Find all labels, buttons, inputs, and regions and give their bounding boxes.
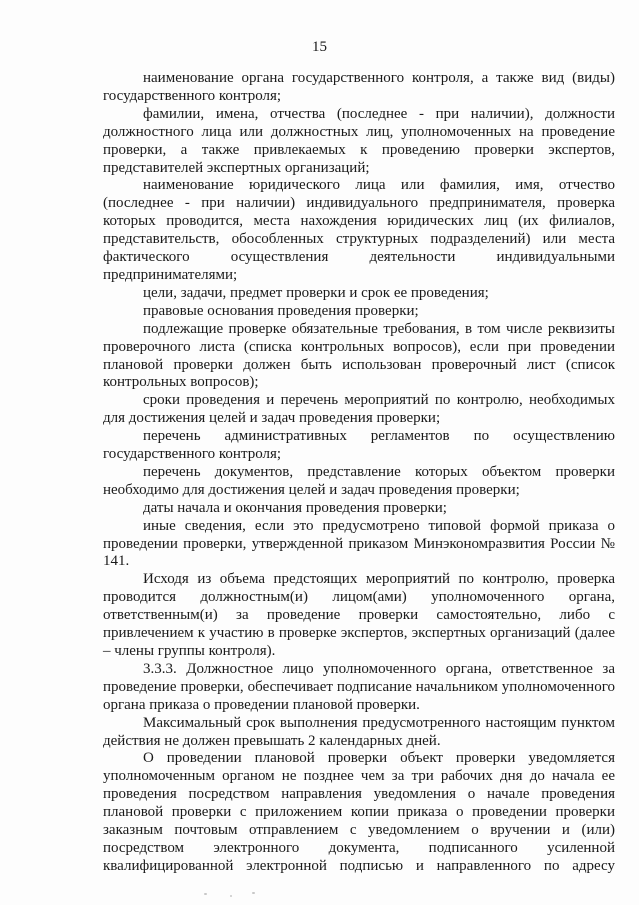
paragraph: перечень документов, представление которых объектом проверки необходимо для достижения целей и задач проведения проверки; <box>103 463 615 498</box>
scan-speck <box>204 893 207 895</box>
paragraph: сроки проведения и перечень мероприятий по контролю, необходимых для достижения целей и задач проведения проверки; <box>103 392 615 427</box>
paragraph: подлежащие проверке обязательные требования, в том числе реквизиты проверочного листа (списка контрольных вопросов), если при проведении плановой проверки должен быть использован проверочный лист (список контрольных вопросов); <box>103 320 615 391</box>
scan-speck <box>252 892 255 894</box>
paragraph: наименование юридического лица или фамилия, имя, отчество (последнее - при наличии) индивидуального предпринимателя, проверка которых проводится, места нахождения юридических лиц (их филиалов, представительств, обособленных структурных подразделений) или места фактического осуществления деятельности индивидуальными предпринимателями; <box>103 177 615 283</box>
paragraph: наименование органа государственного контроля, а также вид (виды) государственного контроля; <box>103 70 615 104</box>
paragraph: цели, задачи, предмет проверки и срок ее проведения; <box>143 284 489 301</box>
paragraph: Исходя из объема предстоящих мероприятий по контролю, проверка проводится должностным(и) лицом(ами) уполномоченного органа, ответственным(и) за проведение проверки самостоятельно, либо с привлечением к участию в проверке экспертов, экспертных организаций (далее – члены группы контроля). <box>103 571 615 659</box>
scan-speck <box>230 895 232 897</box>
paragraph: иные сведения, если это предусмотрено типовой формой приказа о проведении проверки, утвержденной приказом Минэкономразвития России № 141. <box>103 517 615 570</box>
document-body <box>103 70 615 876</box>
paragraph: Максимальный срок выполнения предусмотренного настоящим пунктом действия не должен превышать 2 календарных дней. <box>103 714 615 749</box>
paragraph: даты начала и окончания проведения проверки; <box>143 499 447 516</box>
paragraph: 3.3.3. Должностное лицо уполномоченного органа, ответственное за проведение проверки, обеспечивает подписание начальником уполномоченного органа приказа о проведении плановой проверки. <box>103 660 615 713</box>
page-number: 15 <box>312 39 327 55</box>
paragraph: правовые основания проведения проверки; <box>143 302 419 319</box>
paragraph: перечень административных регламентов по осуществлению государственного контроля; <box>103 428 615 463</box>
paragraph: О проведении плановой проверки объект проверки уведомляется уполномоченным органом не позднее чем за три рабочих дня до начала ее проведения посредством направления уведомления о начале проведения плановой проверки с приложением копии приказа о проведении проверки заказным почтовым отправлением с уведомлением о вручении и (или) посредством электронного документа, подписанного усиленной квалифицированной электронной подписью и направленного по адресу <box>103 750 615 874</box>
paragraph: фамилии, имена, отчества (последнее - при наличии), должности должностного лица или должностных лиц, уполномоченных на проведение проверки, а также привлекаемых к проведению проверки экспертов, представителей экспертных организаций; <box>103 105 615 176</box>
